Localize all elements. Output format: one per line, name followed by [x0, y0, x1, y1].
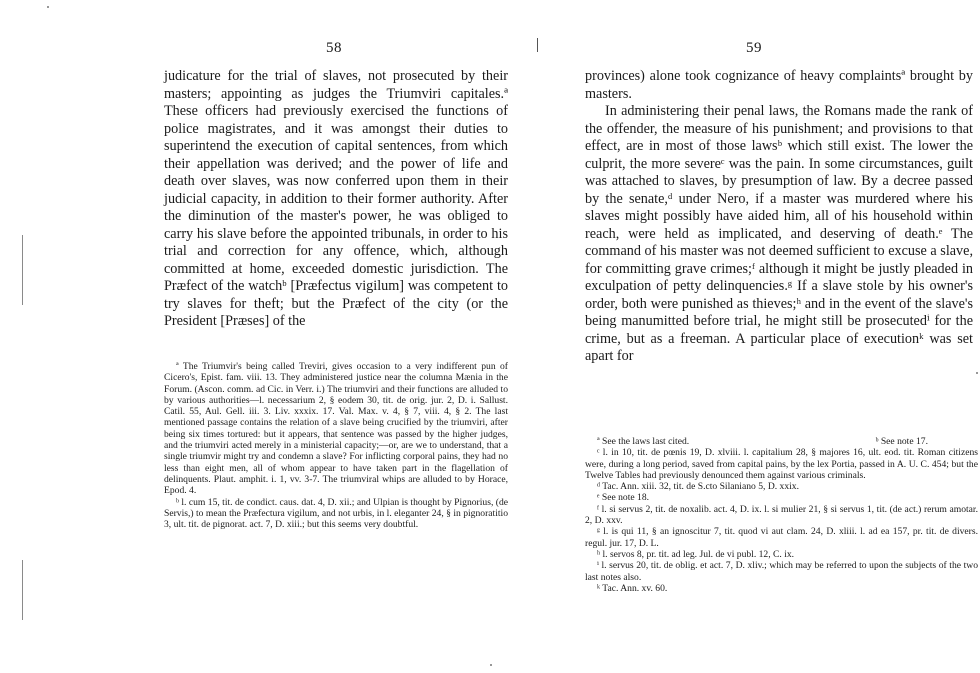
body-text: [164, 68, 508, 331]
footnotes: [164, 361, 508, 530]
footnote: ᵏ Tac. Ann. xv. 60.: [597, 582, 668, 594]
footnote: ᶠ l. si servus 2, tit. de noxalib. act. 4, D. ix. l. si mulier 21, § si servus 1, tit. (de act.) rerum amotar. 2, D. xxv.: [585, 503, 978, 527]
body-text: [585, 68, 973, 366]
footnote: ᵇ l. cum 15, tit. de condict. caus. dat. 4, D. xii.; and Ulpian is thought by Pignorius, (de Servis,) to mean the Præfectura vigilum, and not urbis, in l. eleganter 24, § in pignoratitio 3, ult. tit. de pignorat. act. 7, D. xiii.; but this seems very doubtful.: [164, 496, 508, 531]
footnote: ʰ l. servos 8, pr. tit. ad leg. Jul. de vi publ. 12, C. ix.: [597, 548, 795, 560]
body-paragraph: provinces) alone took cognizance of heavy complaintsª brought by masters.: [585, 68, 973, 102]
footnote: ᵈ Tac. Ann. xiii. 32, tit. de S.cto Silaniano 5, D. xxix.: [597, 481, 799, 493]
footnote: ᵍ l. is qui 11, § an ignoscitur 7, tit. quod vi aut clam. 24, D. xliii. l. ad ea 157, pr. tit. de divers. regul. jur. 17, D. L.: [585, 526, 978, 549]
footnote-row: [585, 436, 978, 447]
page-number: 59: [746, 40, 762, 56]
footnote: ᵇ See note 17.: [875, 436, 928, 447]
footnotes: [585, 436, 978, 594]
page-number: 58: [326, 40, 342, 56]
body-paragraph: In administering their penal laws, the Romans made the rank of the offender, the measure of his punishment; and provisions to that effect, are in most of those lawsᵇ which still exist. The lower the culprit, the more severeᶜ was the pain. In some circumstances, guilt was attached to slaves, by presumption of law. By a decree passed by the senate,ᵈ under Nero, if a master was murdered where his slaves might possibly have aided him, all of his household within reach, were held as implicated, and deserving of death.ᵉ The command of his master was not deemed sufficient to excuse a slave, for committing grave crimes;ᶠ although it might be justly pleaded in exculpation of petty delinquencies.ᵍ If a slave stole by his owner's order, both were punished as thieves;ʰ and in the event of the slave's being manumitted before trial, he might still be prosecutedⁱ for the crime, but as a freeman. A particular place of executionᵏ was set apart for: [585, 103, 973, 364]
body-paragraph: judicature for the trial of slaves, not prosecuted by their masters; appointing as judges the Triumviri capitales.ª These officers had previously exercised the functions of police magistrates, and it was amongst their duties to superintend the execution of capital sentences, from which their appellation was derived; and the power of life and death over slaves, was now conferred upon them in their judicial capacity, in addition to their former authority. After the diminution of the master's power, he was obliged to carry his slave before the appointed tribunals, in order to his trial and correction for any offence, which, although committed at home, exceeded domestic jurisdiction. The Præfect of the watchᵇ [Præfectus vigilum] was competent to try slaves for theft; but the Præfect of the city (or the President [Præses] of the: [164, 68, 508, 329]
right-page: [540, 0, 980, 673]
footnote: ª The Triumvir's being called Treviri, gives occasion to a very indifferent pun of Cicero's, Epist. fam. viii. 13. They administered justice near the columna Mænia in the Forum. (Ascon. comm. ad Cic. in Verr. i.) The triumviri and their functions are alluded to by various authorities—l. necessarium 2, § eodem 30, tit. de orig. jur. 2, D. i. Sallust. Catil. 55, Aul. Gell. iii. 3. Liv. xxxix. 17. Val. Max. v. 4, § 7, viii. 4, § 2. The last mentioned passage contains the relation of a slave being crucified by the triumviri, after being six times tortured: but it appears, that sentence was passed by the higher judges, and the triumviri acted merely in a ministerial capacity;—or, are we to understand, that a single triumvir might try and condemn a slave? For inflicting corporal pains, they had no less than eight men, all of whom appear to have taken part in the flagellation of delinquents. Plaut. amphit. i. 1, vv. 3-7. The triumviral whips are alluded to by Horace, Epod. 4.: [164, 361, 508, 497]
footnote: ᵉ See note 18.: [597, 492, 650, 504]
footnote: ⁱ l. servus 20, tit. de oblig. et act. 7, D. xliv.; which may be referred to upon the subjects of the two last notes also.: [585, 560, 978, 583]
footnote: ᶜ l. in 10, tit. de pœnis 19, D. xlviii. l. capitalium 28, § majores 16, ult. eod. tit. Roman citizens were, during a long period, saved from capital pains, by the lex Portia, passed in A. U. C. 454; but the Twelve Tables had previously denounced them against various criminals.: [585, 447, 978, 481]
footnote: ª See the laws last cited.: [597, 436, 690, 447]
